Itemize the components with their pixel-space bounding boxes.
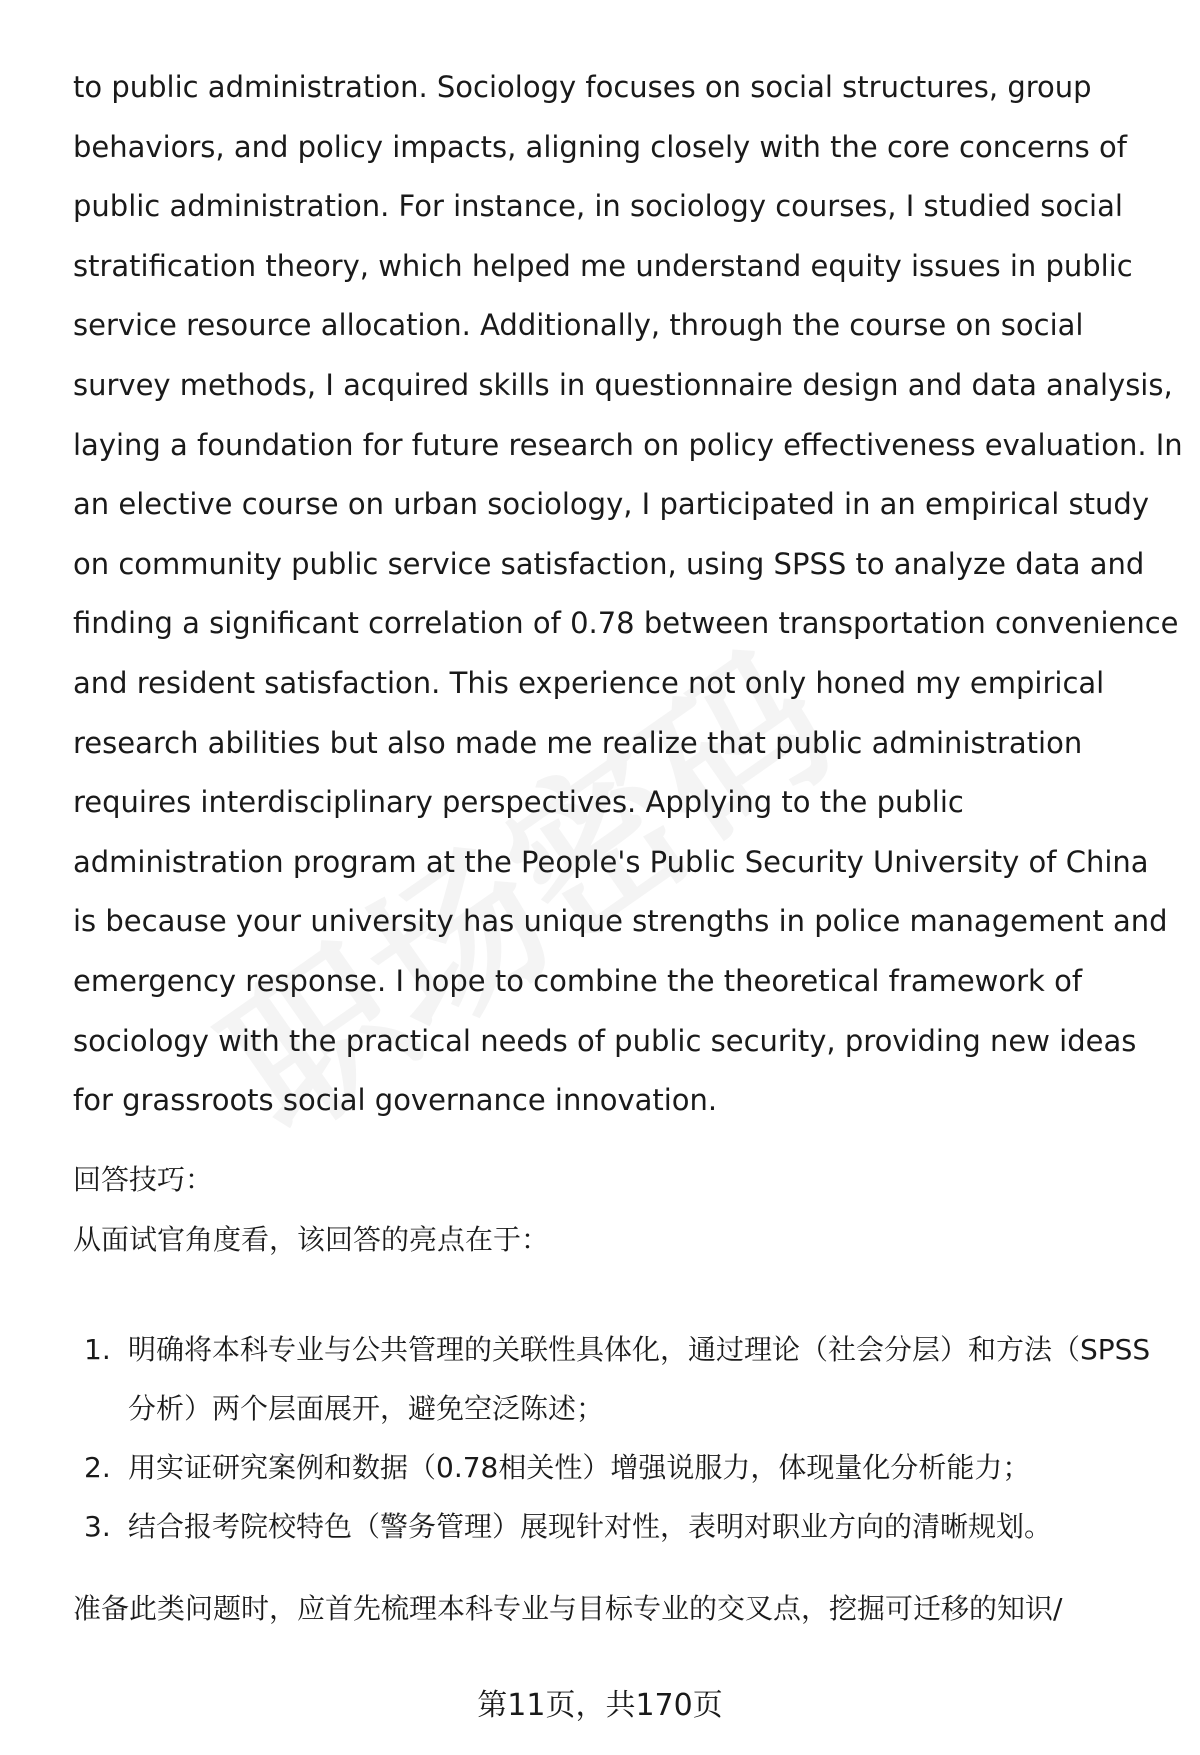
body-line: survey methods, I acquired skills in questionnaire design and data analysis,	[73, 367, 1173, 402]
body-line: on community public service satisfaction, using SPSS to analyze data and	[73, 546, 1145, 581]
list-text: 结合报考院校特色（警务管理）展现针对性，表明对职业方向的清晰规划。	[128, 1510, 1053, 1543]
body-line: finding a significant correlation of 0.78 between transportation convenience	[73, 606, 1179, 641]
body-line: is because your university has unique strengths in police management and	[73, 904, 1168, 939]
tips-intro: 从面试官角度看，该回答的亮点在于：	[73, 1223, 550, 1256]
body-line: public administration. For instance, in sociology courses, I studied social	[73, 189, 1123, 224]
list-text: 用实证研究案例和数据（0.78相关性）增强说服力，体现量化分析能力；	[128, 1451, 1031, 1484]
body-line: research abilities but also made me realize that public administration	[73, 725, 1083, 760]
body-line: emergency response. I hope to combine the theoretical framework of	[73, 963, 1083, 998]
closing-text: 准备此类问题时，应首先梳理本科专业与目标专业的交叉点，挖掘可迁移的知识/	[73, 1592, 1063, 1625]
body-line: stratification theory, which helped me understand equity issues in public	[73, 248, 1133, 283]
body-line: administration program at the People's Public Security University of China	[73, 844, 1149, 879]
body-line: sociology with the practical needs of public security, providing new ideas	[73, 1023, 1137, 1058]
body-line: requires interdisciplinary perspectives. Applying to the public	[73, 785, 964, 820]
page-number: 第11页，共170页	[477, 1688, 723, 1723]
body-line: for grassroots social governance innovation.	[73, 1083, 718, 1118]
body-line: and resident satisfaction. This experience not only honed my empirical	[73, 665, 1105, 700]
list-text: 明确将本科专业与公共管理的关联性具体化，通过理论（社会分层）和方法（SPSS分析）两个层面展开，避免空泛陈述；	[128, 1333, 1151, 1425]
list-number: 2.	[84, 1451, 111, 1484]
body-line: behaviors, and policy impacts, aligning closely with the core concerns of	[73, 129, 1127, 164]
list-item	[84, 1438, 1164, 1497]
tips-list	[84, 1320, 1164, 1556]
list-item	[84, 1320, 1164, 1438]
body-line: to public administration. Sociology focuses on social structures, group	[73, 70, 1092, 104]
list-item	[84, 1497, 1164, 1556]
body-line: an elective course on urban sociology, I participated in an empirical study	[73, 487, 1149, 522]
body-line: laying a foundation for future research on policy effectiveness evaluation. In	[73, 427, 1183, 462]
body-line: service resource allocation. Additionally, through the course on social	[73, 308, 1084, 343]
list-number: 3.	[84, 1510, 111, 1543]
body-paragraph	[73, 58, 1183, 1131]
tips-label: 回答技巧：	[73, 1163, 214, 1196]
list-number: 1.	[84, 1333, 111, 1366]
